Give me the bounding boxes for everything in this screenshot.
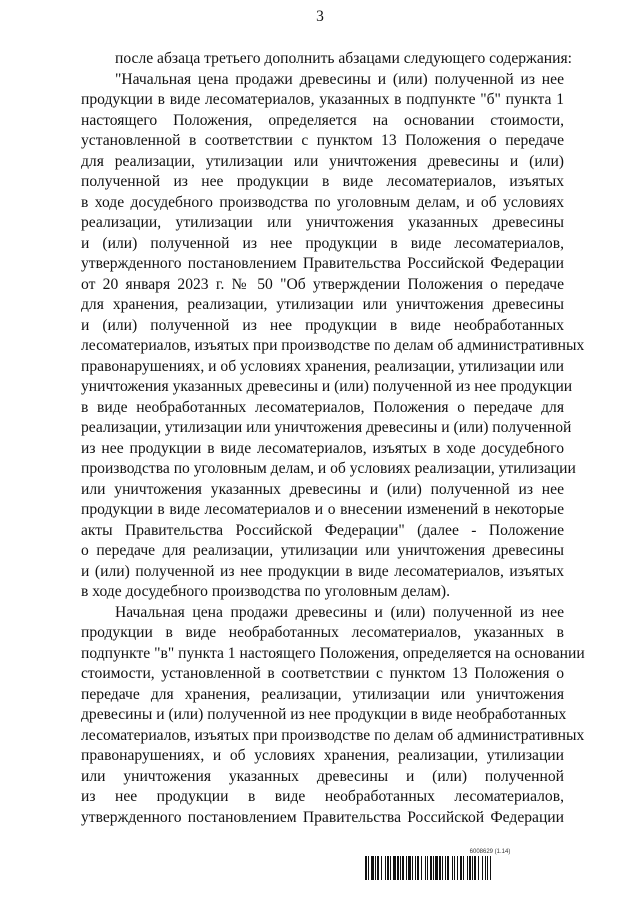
- page-number: 3: [316, 8, 324, 25]
- text-line: утвержденного постановлением Правительства Российской Федерации: [81, 808, 564, 826]
- text-line: или уничтожения указанных древесины и (или) полученной: [81, 767, 564, 785]
- barcode-icon: [365, 856, 575, 880]
- text-line: "Начальная цена продажи древесины и (или) полученной из нее: [115, 70, 564, 88]
- text-line: подпункте "в" пункта 1 настоящего Положения, определяется на основании: [81, 644, 585, 662]
- text-line: от 20 января 2023 г. № 50 "Об утверждении Положения о передаче: [81, 275, 564, 293]
- text-line: продукции в виде необработанных лесоматериалов, указанных в: [81, 624, 564, 641]
- text-line: продукции в виде лесоматериалов и о внесении изменений в некоторые: [81, 501, 564, 518]
- text-line: правонарушениях, и об условиях хранения, реализации, утилизации: [81, 747, 564, 764]
- text-line: для реализации, утилизации или уничтожения древесины и (или): [81, 152, 564, 170]
- text-line: для хранения, реализации, утилизации или уничтожения древесины: [81, 296, 564, 313]
- text-line: установленной в соответствии с пунктом 13 Положения о передаче: [81, 132, 564, 149]
- text-line: лесоматериалов, изъятых при производстве по делам об административных: [81, 337, 585, 354]
- text-line: о передаче для реализации, утилизации или уничтожения древесины: [81, 542, 564, 559]
- text-line: производства по уголовным делам, и об условиях реализации, утилизации: [81, 460, 576, 477]
- text-line: из нее продукции в виде лесоматериалов, изъятых в ходе досудебного: [81, 439, 564, 457]
- text-line: передаче для хранения, реализации, утилизации или уничтожения: [81, 685, 564, 703]
- text-line: или уничтожения указанных древесины и (или) полученной из нее: [81, 480, 564, 498]
- text-line: акты Правительства Российской Федерации" (далее - Положение: [81, 521, 564, 539]
- text-line: настоящего Положения, определяется на основании стоимости,: [81, 111, 564, 129]
- text-line: из нее продукции в виде необработанных лесоматериалов,: [81, 788, 564, 805]
- text-line: Начальная цена продажи древесины и (или) полученной из нее: [115, 603, 564, 621]
- text-line: уничтожения указанных древесины и (или) полученной из нее продукции: [81, 378, 573, 395]
- barcode-caption: 6008629 (1.14): [469, 849, 511, 855]
- text-line: после абзаца третьего дополнить абзацами следующего содержания:: [115, 50, 572, 67]
- text-line: в виде необработанных лесоматериалов, Положения о передаче для: [81, 398, 564, 416]
- document-body: [81, 49, 585, 828]
- text-line: и (или) полученной из нее продукции в виде необработанных: [81, 316, 564, 334]
- text-line: в ходе досудебного производства по уголовным делам).: [81, 583, 451, 600]
- text-line: стоимости, установленной в соответствии с пунктом 13 Положения о: [81, 665, 564, 682]
- text-line: древесины и (или) полученной из нее продукции в виде необработанных: [81, 706, 567, 723]
- barcode-block: [365, 848, 575, 880]
- text-line: в ходе досудебного производства по уголовным делам, и об условиях: [81, 193, 564, 211]
- text-line: и (или) полученной из нее продукции в виде лесоматериалов,: [81, 234, 564, 252]
- text-line: реализации, утилизации или уничтожения указанных древесины: [81, 214, 564, 231]
- text-line: утвержденного постановлением Правительства Российской Федерации: [81, 255, 564, 272]
- text-line: лесоматериалов, изъятых при производстве по делам об административных: [81, 726, 585, 744]
- text-line: правонарушениях, и об условиях хранения, реализации, утилизации или: [81, 357, 564, 375]
- text-line: полученной из нее продукции в виде лесоматериалов, изъятых: [81, 173, 564, 190]
- text-line: и (или) полученной из нее продукции в виде лесоматериалов, изъятых: [81, 562, 564, 580]
- text-line: продукции в виде лесоматериалов, указанных в подпункте "б" пункта 1: [81, 91, 564, 108]
- text-line: реализации, утилизации или уничтожения древесины и (или) полученной: [81, 419, 572, 436]
